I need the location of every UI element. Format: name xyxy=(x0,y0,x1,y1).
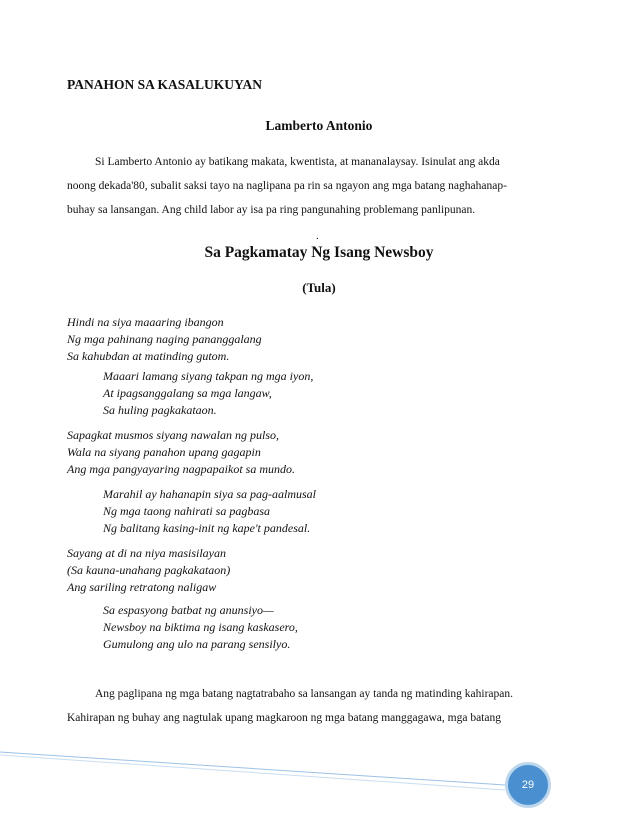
poem-stanza xyxy=(67,427,295,478)
page-number-badge xyxy=(505,762,551,808)
poem-line: Maaari lamang siyang takpan ng mga iyon, xyxy=(103,369,314,383)
footer-line xyxy=(0,752,520,786)
poem-line: Marahil ay hahanapin siya sa pag-aalmusal xyxy=(103,487,316,501)
intro-line: Si Lamberto Antonio ay batikang makata, kwentista, at mananalaysay. Isinulat ang akda xyxy=(95,156,500,168)
poem-line: Wala na siyang panahon upang gagapin xyxy=(67,445,261,459)
poem-line: Ng mga taong nahirati sa pagbasa xyxy=(103,504,271,518)
poem-subtitle: (Tula) xyxy=(302,280,336,295)
poem-line: Sa huling pagkakataon. xyxy=(103,403,217,417)
poem-line: Sa kahubdan at matinding gutom. xyxy=(67,349,230,363)
intro-line: noong dekada'80, subalit saksi tayo na naglipana pa rin sa ngayon ang mga batang naghahanap- xyxy=(67,180,507,192)
poem-line: Ang sariling retratong naligaw xyxy=(67,580,217,594)
poem-stanza xyxy=(67,314,262,365)
section-heading: PANAHON SA KASALUKUYAN xyxy=(67,77,263,92)
poem-line: Sayang at di na niya masisilayan xyxy=(67,546,226,560)
poem-line: Newsboy na biktima ng isang kaskasero, xyxy=(103,620,298,634)
footer-decoration xyxy=(0,700,638,826)
poem-line: Ng balitang kasing-init ng kape't pandesal. xyxy=(103,521,311,535)
poem-title: Sa Pagkamatay Ng Isang Newsboy xyxy=(204,244,434,261)
poem-stanza xyxy=(103,368,313,419)
poem-stanza xyxy=(67,545,230,596)
page-number: 29 xyxy=(521,779,535,791)
author-name: Lamberto Antonio xyxy=(265,118,373,133)
intro-line: buhay sa lansangan. Ang child labor ay isa pa ring pangunahing problemang panlipunan. xyxy=(67,204,476,216)
poem-line: Ng mga pahinang naging pananggalang xyxy=(67,332,262,346)
poem-line: At ipagsanggalang sa mga langaw, xyxy=(103,386,272,400)
footer-line xyxy=(0,755,505,790)
separator-dot: . xyxy=(316,230,319,242)
poem-line: Sa espasyong batbat ng anunsiyo— xyxy=(103,603,274,617)
outro-line: Ang paglipana ng mga batang nagtatrabaho sa lansangan ay tanda ng matinding kahirapan. xyxy=(95,688,514,700)
poem-line: Ang mga pangyayaring nagpapaikot sa mundo. xyxy=(67,462,295,476)
poem-stanza xyxy=(103,602,298,653)
intro-paragraph xyxy=(67,150,572,222)
poem-line: (Sa kauna-unahang pagkakataon) xyxy=(67,563,231,577)
poem-stanza xyxy=(103,486,316,537)
poem-line: Hindi na siya maaaring ibangon xyxy=(67,315,224,329)
outro-line: Kahirapan ng buhay ang nagtulak upang magkaroon ng mga batang manggagawa, mga batang xyxy=(67,712,501,724)
poem-line: Gumulong ang ulo na parang sensilyo. xyxy=(103,637,291,651)
poem-line: Sapagkat musmos siyang nawalan ng pulso, xyxy=(67,428,280,442)
